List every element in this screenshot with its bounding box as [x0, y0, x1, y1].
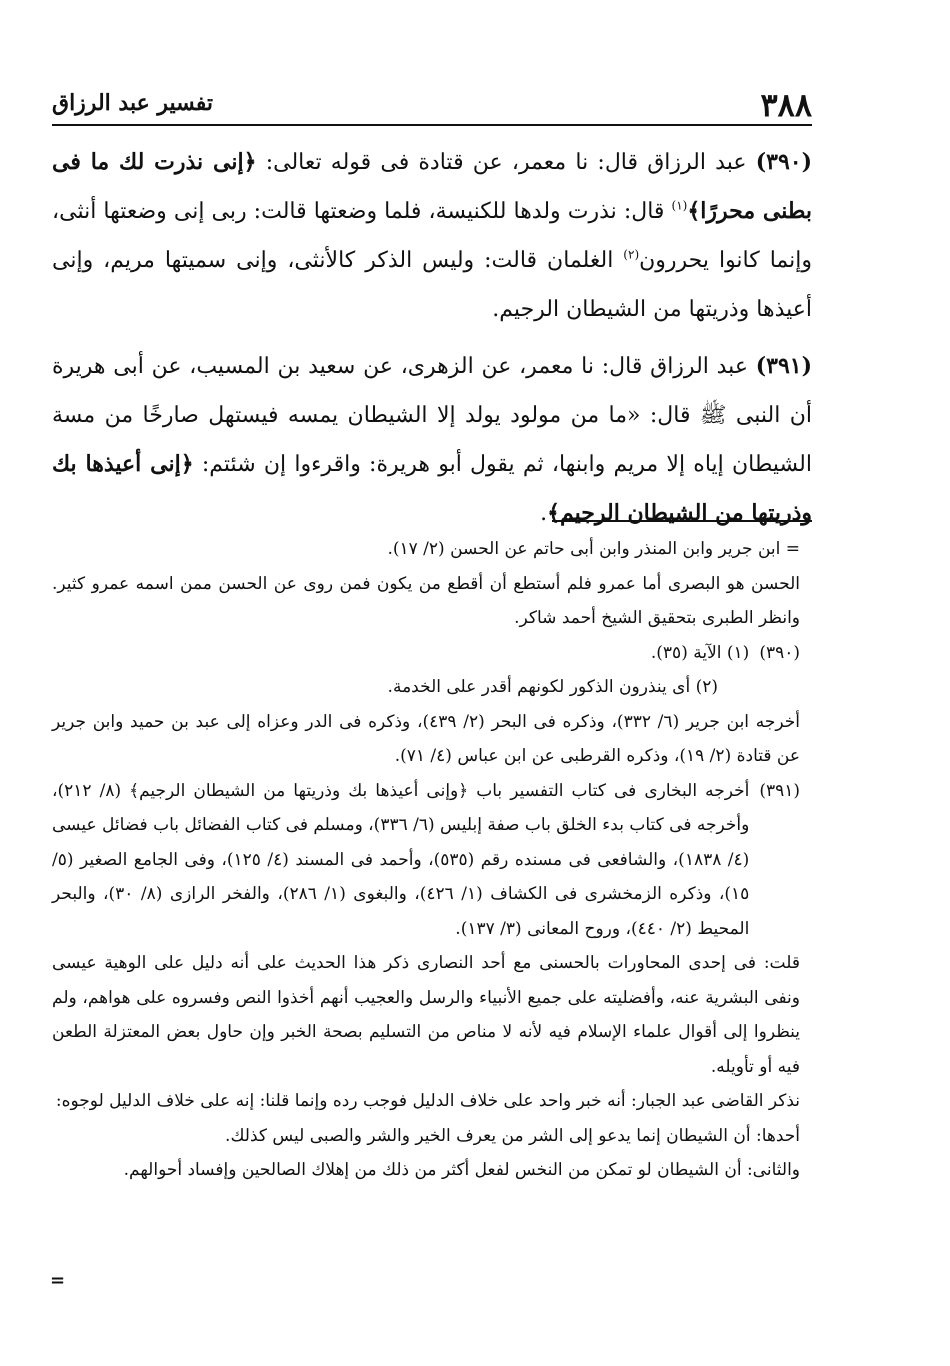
quran-quote: ﴿إنى نذرت لك ما فى بطنى محررًا﴾ [52, 149, 812, 224]
hadith-text: الغلمان قالت: وليس الذكر كالأنثى، وإنى سميتها مريم، وإنى أعيذها وذريتها من الشيطان الرجيم. [52, 248, 812, 322]
footnote-label: (٣٩١) [759, 780, 800, 801]
footnote-ahaduha: أحدها: أن الشيطان إنما يدعو إلى الشر من يعرف الخير والشر والصبى ليس كذلك. [225, 1125, 800, 1146]
footnotes [52, 532, 800, 1188]
footnote-label: (٣٩٠) [759, 642, 800, 663]
footnote-takhrij-390: أخرجه ابن جرير (٦/ ٣٣٢)، وذكره فى البحر (٢/ ٤٣٩)، وذكره فى الدر وعزاه إلى عبد بن حميد وابن جرير عن قتادة (٢/ ١٩)، وذكره القرطبى عن ابن عباس (٤/ ٧١). [52, 711, 800, 766]
hadith-text: عبد الرزاق قال: نا معمر، عن قتادة فى قوله تعالى: [256, 150, 756, 175]
footnote-ref: (١) [671, 198, 688, 213]
hadith-text: عبد الرزاق قال: نا معمر، عن الزهرى، عن سعيد بن المسيب، عن أبى هريرة أن النبى ﷺ قال: «ما من مولود يولد إلا الشيطان يمسه فيستهل صارخًا من مسة الشيطان إياه إلا مريم وابنها، ثم يقول أبو هريرة: واقرءوا إن شئتم: [52, 354, 812, 477]
footnote-391 [52, 774, 800, 947]
footnote-390-2 [52, 670, 800, 705]
footnote-text: (٢) أى ينذرون الذكور لكونهم أقدر على الخدمة. [387, 677, 718, 697]
hadith-390 [52, 138, 812, 334]
hadith-text: . [540, 501, 548, 526]
hadith-number: (٣٩٠) [755, 149, 812, 175]
footnote-hasan: الحسن هو البصرى أما عمرو فلم أستطع أن أقطع من يكون فمن روى عن الحسن ممن اسمه عمرو كثير. وانظر الطبرى بتحقيق الشيخ أحمد شاكر. [52, 573, 800, 628]
hadith-391 [52, 342, 812, 538]
footnote-ref: (٢) [623, 247, 640, 262]
footnote-text: (١) الآية (٣٥). [650, 642, 750, 663]
footnote-text: أخرجه البخارى فى كتاب التفسير باب ﴿وإنى أعيذها بك وذريتها من الشيطان الرجيم﴾ (٨/ ٢١٢)، وأخرجه فى كتاب بدء الخلق باب صفة إبليس (٦/ ٣٣٦)، ومسلم فى كتاب الفضائل باب فضائل عيسى (٤/ ١٨٣٨)، والشافعى فى مسنده رقم (٥٣٥)، وأحمد فى المسند (٤/ ١٢٥)، وفى الجامع الصغير (٥/ ١٥)، وذكره الزمخشرى فى الكشاف (١/ ٤٢٦)، والبغوى (١/ ٢٨٦)، والفخر الرازى (٨/ ٣٠)، والبحر المحيط (٢/ ٤٤٠)، وروح المعانى (٣/ ١٣٧). [52, 780, 750, 939]
hadith-text: قال: نذرت ولدها للكنيسة، فلما وضعتها قالت: ربى إنى وضعتها أنثى، وإنما كانوا يحررون [52, 199, 812, 273]
quran-quote: ﴿إنى أعيذها بك وذريتها من الشيطان الرجيم﴾ [52, 451, 812, 526]
footnote-thani: والثانى: أن الشيطان لو تمكن من النخس لفعل أكثر من ذلك من إهلاك الصالحين وإفساد أحوالهم. [123, 1160, 800, 1180]
running-title: تفسير عبد الرزاق [52, 90, 214, 116]
main-text [52, 138, 812, 546]
page-header [52, 84, 812, 126]
footnote-separator [552, 520, 812, 522]
footnote-390-1 [52, 636, 800, 671]
footnote-carryover: = ابن جرير وابن المنذر وابن أبى حاتم عن الحسن (٢/ ١٧). [387, 539, 800, 559]
footnote-qultu: قلت: فى إحدى المحاورات بالحسنى مع أحد النصارى ذكر هذا الحديث على أنه دليل على الوهية عيسى ونفى البشرية عنه، وأفضليته على جميع الأنبياء والرسل والعجيب أنهم أخذوا النص وفسروه على هواهم، ولم ينظروا إلى أقوال علماء الإسلام فيه لأنه لا مناص من التسليم بصحة الخبر وإن حاول بعض المعتزلة الطعن فيه أو تأويله. [52, 953, 800, 1077]
footnote-qadi: نذكر القاضى عبد الجبار: أنه خبر واحد على خلاف الدليل فوجب رده وإنما قلنا: إنه على خلاف الدليل لوجوه: [55, 1091, 800, 1111]
page-number: ٣٨٨ [760, 86, 812, 124]
hadith-number: (٣٩١) [755, 353, 812, 379]
continuation-mark: = [50, 1270, 66, 1291]
